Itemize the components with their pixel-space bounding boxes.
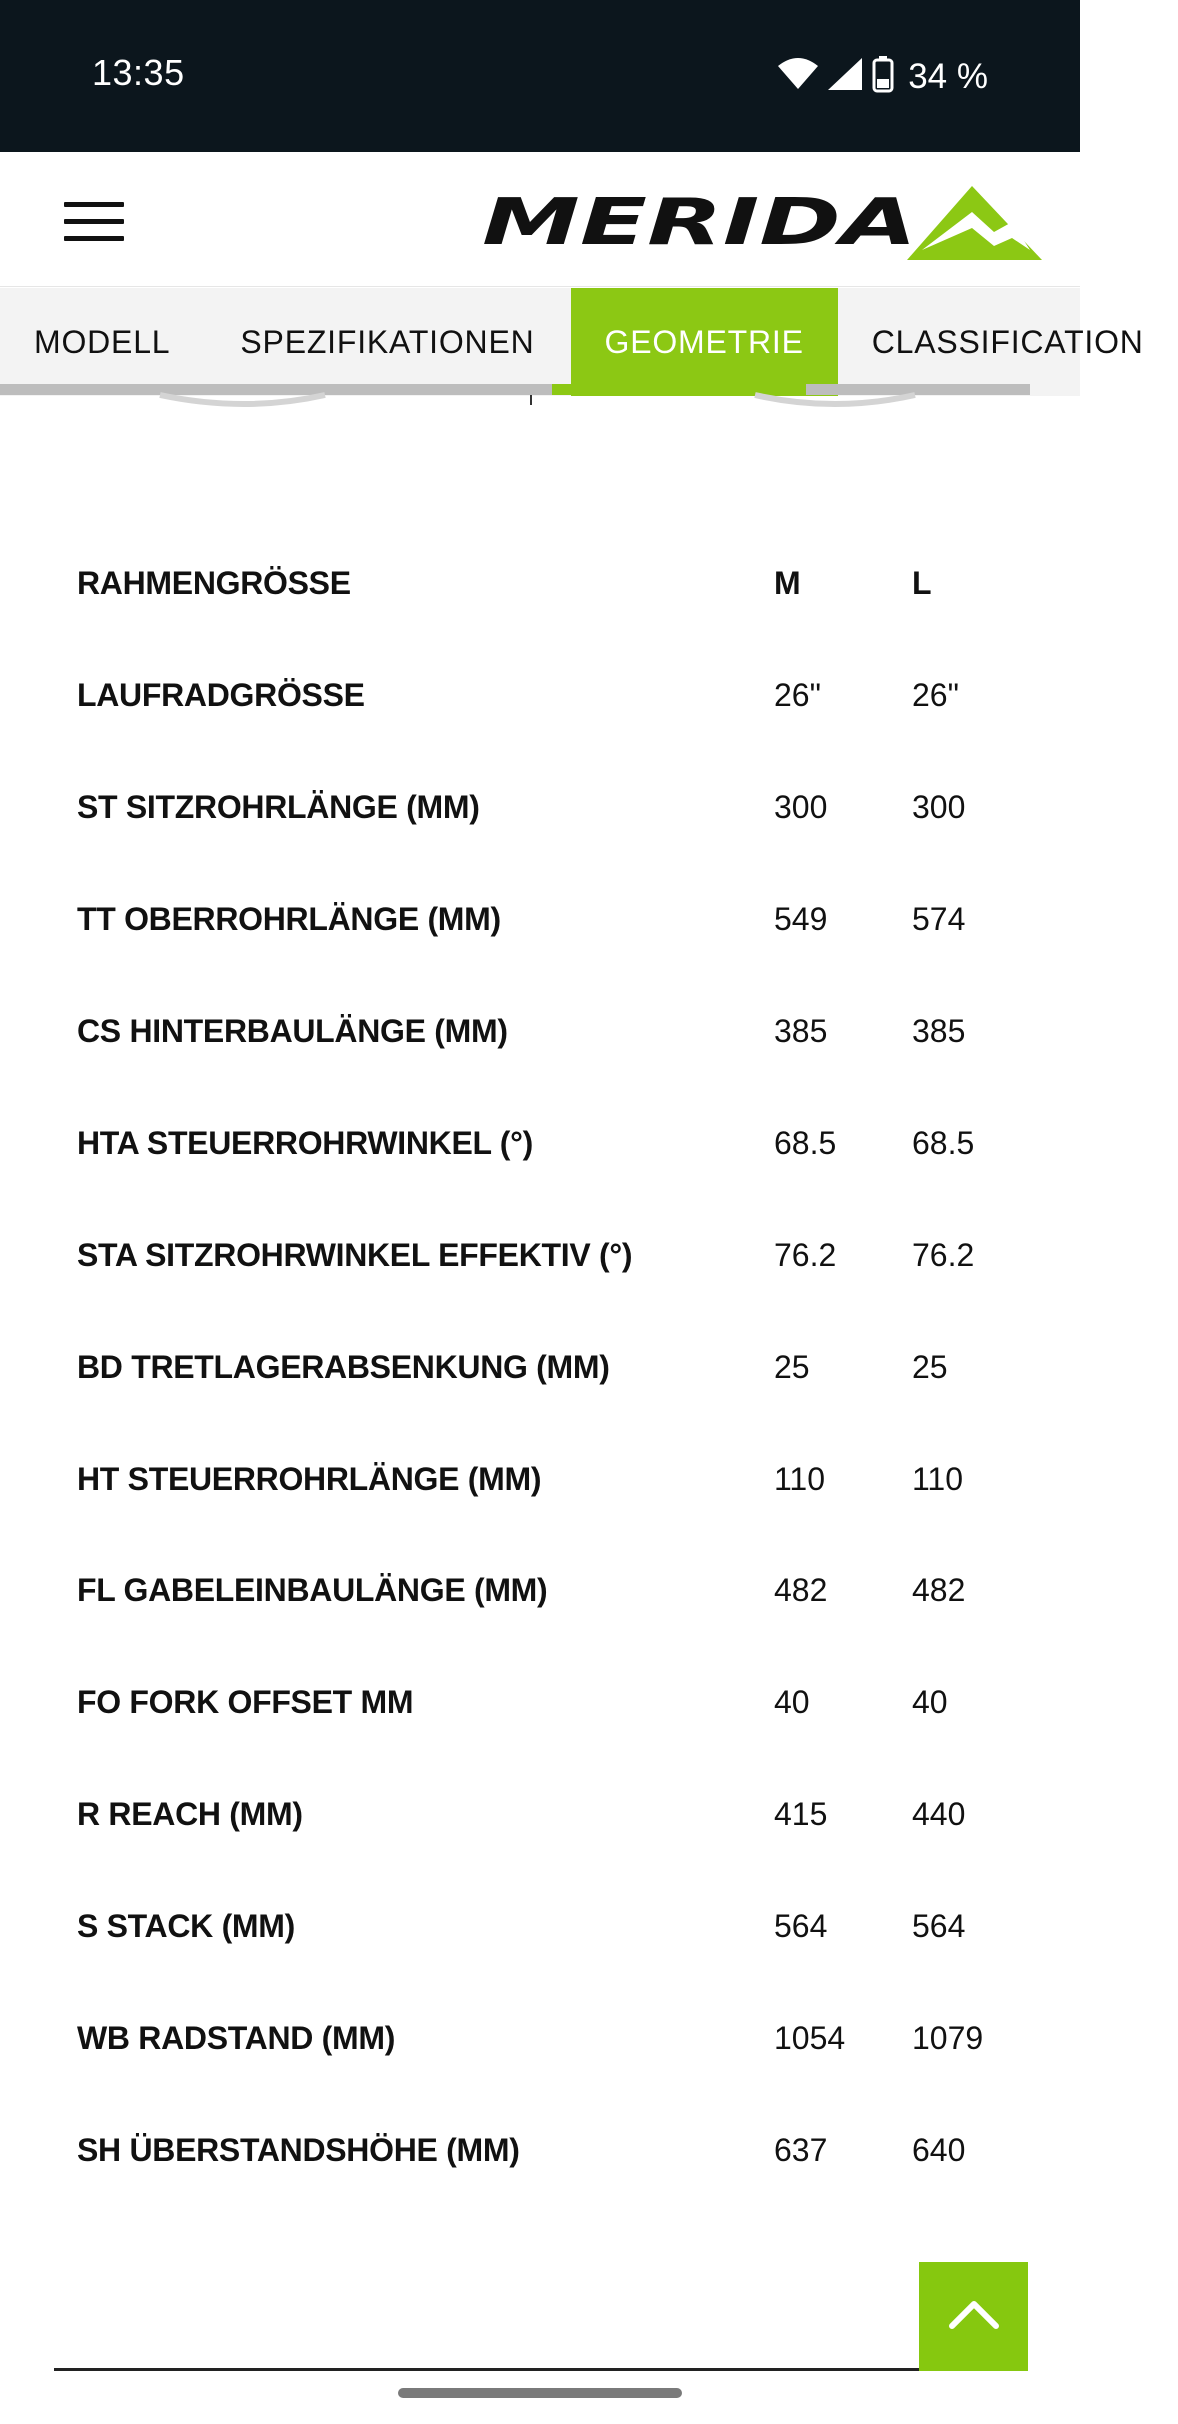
row-value-m: 637 — [774, 2131, 828, 2168]
site-header — [0, 152, 1080, 287]
row-value-m: 68.5 — [774, 1124, 837, 1161]
row-label: R REACH (MM) — [77, 1796, 303, 1833]
tab-modell[interactable]: MODELL — [34, 323, 171, 360]
header-frame-size: RAHMENGRÖSSE — [77, 565, 351, 602]
row-value-l: 574 — [912, 901, 966, 938]
chevron-up-icon — [948, 2298, 1000, 2335]
bike-geometry-image — [0, 395, 1080, 455]
table-row — [77, 1423, 997, 1535]
battery-icon — [872, 56, 894, 97]
row-label: TT OBERROHRLÄNGE (MM) — [77, 901, 501, 938]
tab-scroll-indicator — [0, 384, 1030, 395]
scroll-to-top-button[interactable] — [919, 2262, 1028, 2371]
geometry-table — [77, 528, 997, 2206]
tab-spezifikationen[interactable]: SPEZIFIKATIONEN — [240, 323, 535, 360]
active-tab-indicator — [552, 384, 806, 395]
row-value-l: 68.5 — [912, 1124, 975, 1161]
table-row — [77, 1871, 997, 1983]
tab-bar — [0, 288, 1144, 396]
row-value-m: 25 — [774, 1348, 810, 1385]
row-label: S STACK (MM) — [77, 1908, 295, 1945]
table-row — [77, 1087, 997, 1199]
row-value-m: 415 — [774, 1796, 828, 1833]
row-label: HT STEUERROHRLÄNGE (MM) — [77, 1460, 542, 1497]
row-value-l: 76.2 — [912, 1236, 975, 1273]
table-row — [77, 1983, 997, 2095]
row-value-l: 110 — [912, 1460, 964, 1497]
row-value-m: 564 — [774, 1908, 828, 1945]
menu-icon[interactable] — [64, 202, 124, 242]
row-value-m: 385 — [774, 1013, 828, 1049]
table-header-row — [77, 528, 997, 640]
row-value-l: 640 — [912, 2131, 966, 2168]
row-value-m: 110 — [774, 1460, 826, 1497]
wifi-icon — [778, 58, 818, 95]
table-row — [77, 1647, 997, 1759]
table-row — [77, 976, 997, 1088]
merida-logo[interactable] — [482, 182, 1042, 264]
row-label: WB RADSTAND (MM) — [77, 2020, 396, 2057]
row-label: HTA STEUERROHRWINKEL (°) — [77, 1124, 533, 1161]
tab-geometrie[interactable]: GEOMETRIE — [571, 288, 838, 396]
row-label: FL GABELEINBAULÄNGE (MM) — [77, 1572, 548, 1609]
row-value-l: 25 — [912, 1348, 948, 1385]
row-value-m: 40 — [774, 1684, 810, 1721]
row-label: FO FORK OFFSET MM — [77, 1684, 414, 1721]
row-label: STA SITZROHRWINKEL EFFEKTIV (°) — [77, 1236, 633, 1273]
row-value-m: 300 — [774, 789, 828, 826]
row-value-m: 76.2 — [774, 1236, 837, 1273]
cell-signal-icon — [828, 58, 862, 95]
svg-text:MERIDA: MERIDA — [482, 186, 917, 260]
header-size-m: M — [774, 565, 801, 602]
footer-divider — [54, 2368, 1026, 2371]
row-value-l: 482 — [912, 1572, 966, 1609]
table-row — [77, 2094, 997, 2206]
row-value-l: 40 — [912, 1684, 948, 1721]
table-row — [77, 1759, 997, 1871]
table-row — [77, 752, 997, 864]
row-value-m: 482 — [774, 1572, 828, 1609]
table-row — [77, 1311, 997, 1423]
row-value-l: 564 — [912, 1908, 966, 1945]
table-row — [77, 864, 997, 976]
row-value-l: 300 — [912, 789, 966, 826]
row-label: CS HINTERBAULÄNGE (MM) — [77, 1013, 508, 1049]
status-bar — [0, 0, 1080, 152]
row-value-l: 440 — [912, 1796, 966, 1833]
row-value-l: 26" — [912, 677, 959, 714]
row-label: BD TRETLAGERABSENKUNG (MM) — [77, 1348, 610, 1385]
row-label: SH ÜBERSTANDSHÖHE (MM) — [77, 2131, 520, 2168]
table-row — [77, 640, 997, 752]
status-icons — [778, 56, 988, 97]
status-time: 13:35 — [92, 52, 185, 93]
battery-level: 34 % — [908, 56, 988, 96]
table-row — [77, 1199, 997, 1311]
header-size-l: L — [912, 565, 932, 602]
row-label: ST SITZROHRLÄNGE (MM) — [77, 789, 480, 826]
row-value-m: 1054 — [774, 2020, 846, 2057]
home-indicator[interactable] — [398, 2388, 682, 2398]
table-row — [77, 1535, 997, 1647]
row-value-l: 1079 — [912, 2020, 984, 2057]
row-value-m: 549 — [774, 901, 828, 938]
row-value-l: 385 — [912, 1013, 966, 1049]
row-value-m: 26" — [774, 677, 821, 714]
tab-classification[interactable]: CLASSIFICATION — [871, 323, 1144, 360]
row-label: LAUFRADGRÖSSE — [77, 677, 365, 714]
